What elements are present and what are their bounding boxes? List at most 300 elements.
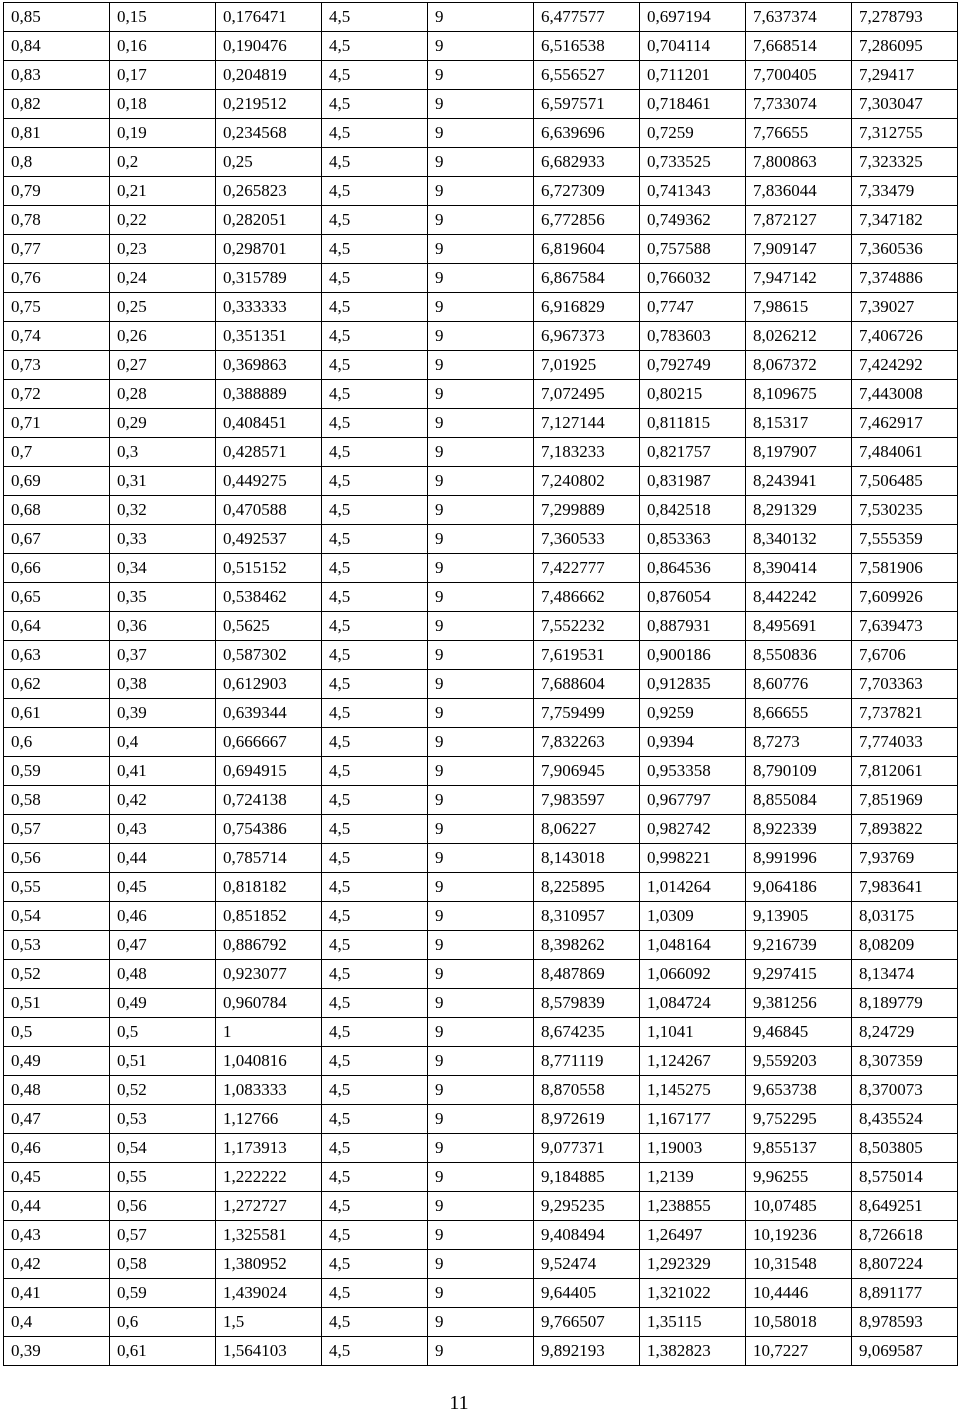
table-cell: 0,757588: [640, 235, 746, 264]
table-cell: 0,54: [4, 902, 110, 931]
table-row: [4, 206, 958, 235]
table-cell: 0,851852: [216, 902, 322, 931]
table-cell: 4,5: [322, 757, 428, 786]
table-cell: 8,398262: [534, 931, 640, 960]
table-cell: 7,360536: [852, 235, 958, 264]
table-cell: 1,167177: [640, 1105, 746, 1134]
table-cell: 0,785714: [216, 844, 322, 873]
table-row: [4, 699, 958, 728]
table-cell: 9: [428, 525, 534, 554]
table-cell: 0,65: [4, 583, 110, 612]
table-cell: 0,43: [110, 815, 216, 844]
table-cell: 7,552232: [534, 612, 640, 641]
table-cell: 8,370073: [852, 1076, 958, 1105]
table-cell: 1,272727: [216, 1192, 322, 1221]
table-cell: 9: [428, 1192, 534, 1221]
table-cell: 10,4446: [746, 1279, 852, 1308]
table-cell: 7,800863: [746, 148, 852, 177]
table-cell: 0,53: [4, 931, 110, 960]
table-cell: 9,069587: [852, 1337, 958, 1366]
table-cell: 8,03175: [852, 902, 958, 931]
table-cell: 9: [428, 583, 534, 612]
table-cell: 0,219512: [216, 90, 322, 119]
table-cell: 6,967373: [534, 322, 640, 351]
table-cell: 7,774033: [852, 728, 958, 757]
table-row: [4, 322, 958, 351]
table-cell: 0,887931: [640, 612, 746, 641]
table-cell: 7,581906: [852, 554, 958, 583]
table-cell: 0,39: [4, 1337, 110, 1366]
table-cell: 9,64405: [534, 1279, 640, 1308]
table-row: [4, 554, 958, 583]
table-cell: 0,31: [110, 467, 216, 496]
table-row: [4, 61, 958, 90]
table-cell: 1,222222: [216, 1163, 322, 1192]
table-cell: 0,864536: [640, 554, 746, 583]
table-cell: 6,639696: [534, 119, 640, 148]
table-cell: 4,5: [322, 119, 428, 148]
table-cell: 4,5: [322, 554, 428, 583]
table-cell: 9: [428, 1221, 534, 1250]
table-cell: 9: [428, 148, 534, 177]
table-cell: 6,682933: [534, 148, 640, 177]
table-cell: 6,772856: [534, 206, 640, 235]
table-body: [4, 3, 958, 1366]
table-cell: 0,666667: [216, 728, 322, 757]
table-cell: 9: [428, 3, 534, 32]
table-cell: 9,766507: [534, 1308, 640, 1337]
table-cell: 0,967797: [640, 786, 746, 815]
table-cell: 0,16: [110, 32, 216, 61]
table-cell: 8,550836: [746, 641, 852, 670]
table-cell: 0,818182: [216, 873, 322, 902]
table-cell: 0,68: [4, 496, 110, 525]
table-cell: 0,351351: [216, 322, 322, 351]
table-cell: 6,556527: [534, 61, 640, 90]
table-cell: 9,653738: [746, 1076, 852, 1105]
table-cell: 7,127144: [534, 409, 640, 438]
table-cell: 0,61: [110, 1337, 216, 1366]
table-row: [4, 1134, 958, 1163]
table-cell: 8,15317: [746, 409, 852, 438]
table-row: [4, 873, 958, 902]
table-cell: 8,06227: [534, 815, 640, 844]
table-cell: 9: [428, 815, 534, 844]
table-cell: 0,315789: [216, 264, 322, 293]
table-cell: 7,832263: [534, 728, 640, 757]
table-cell: 0,85: [4, 3, 110, 32]
table-cell: 0,333333: [216, 293, 322, 322]
table-cell: 9,46845: [746, 1018, 852, 1047]
table-cell: 10,31548: [746, 1250, 852, 1279]
table-cell: 0,733525: [640, 148, 746, 177]
table-cell: 6,516538: [534, 32, 640, 61]
table-cell: 0,81: [4, 119, 110, 148]
table-cell: 7,299889: [534, 496, 640, 525]
table-cell: 0,6: [4, 728, 110, 757]
table-cell: 0,15: [110, 3, 216, 32]
table-cell: 9,064186: [746, 873, 852, 902]
table-cell: 0,953358: [640, 757, 746, 786]
table-cell: 9: [428, 1279, 534, 1308]
table-row: [4, 989, 958, 1018]
table-cell: 9: [428, 90, 534, 119]
table-cell: 1,382823: [640, 1337, 746, 1366]
table-cell: 0,766032: [640, 264, 746, 293]
table-cell: 0,41: [4, 1279, 110, 1308]
table-cell: 8,7273: [746, 728, 852, 757]
table-cell: 0,5: [110, 1018, 216, 1047]
table-cell: 0,998221: [640, 844, 746, 873]
table-cell: 8,442242: [746, 583, 852, 612]
data-table: [3, 2, 958, 1366]
table-cell: 0,821757: [640, 438, 746, 467]
table-cell: 0,61: [4, 699, 110, 728]
table-cell: 4,5: [322, 1192, 428, 1221]
table-row: [4, 409, 958, 438]
table-cell: 8,197907: [746, 438, 852, 467]
table-cell: 10,7227: [746, 1337, 852, 1366]
table-cell: 1,321022: [640, 1279, 746, 1308]
table-cell: 0,46: [110, 902, 216, 931]
table-cell: 8,978593: [852, 1308, 958, 1337]
table-cell: 4,5: [322, 496, 428, 525]
table-cell: 4,5: [322, 235, 428, 264]
table-cell: 0,694915: [216, 757, 322, 786]
table-cell: 1,325581: [216, 1221, 322, 1250]
table-cell: 9: [428, 206, 534, 235]
table-cell: 0,51: [110, 1047, 216, 1076]
table-cell: 0,56: [110, 1192, 216, 1221]
table-cell: 7,072495: [534, 380, 640, 409]
table-cell: 9: [428, 757, 534, 786]
table-cell: 7,278793: [852, 3, 958, 32]
table-row: [4, 3, 958, 32]
table-cell: 9: [428, 1308, 534, 1337]
table-cell: 9: [428, 1105, 534, 1134]
table-cell: 0,67: [4, 525, 110, 554]
table-cell: 1,145275: [640, 1076, 746, 1105]
table-cell: 0,176471: [216, 3, 322, 32]
table-row: [4, 32, 958, 61]
table-cell: 0,83: [4, 61, 110, 90]
table-cell: 9: [428, 989, 534, 1018]
table-cell: 0,9394: [640, 728, 746, 757]
table-cell: 0,26: [110, 322, 216, 351]
table-cell: 7,733074: [746, 90, 852, 119]
table-cell: 0,23: [110, 235, 216, 264]
table-cell: 0,282051: [216, 206, 322, 235]
table-cell: 0,58: [110, 1250, 216, 1279]
table-cell: 9,295235: [534, 1192, 640, 1221]
table-cell: 0,51: [4, 989, 110, 1018]
table-cell: 0,234568: [216, 119, 322, 148]
table-cell: 0,52: [4, 960, 110, 989]
table-cell: 0,24: [110, 264, 216, 293]
table-row: [4, 641, 958, 670]
table-cell: 4,5: [322, 873, 428, 902]
table-cell: 9,52474: [534, 1250, 640, 1279]
table-cell: 9: [428, 467, 534, 496]
table-cell: 9: [428, 641, 534, 670]
table-row: [4, 1337, 958, 1366]
table-cell: 9: [428, 699, 534, 728]
table-cell: 8,08209: [852, 931, 958, 960]
table-cell: 1,014264: [640, 873, 746, 902]
table-cell: 0,190476: [216, 32, 322, 61]
table-cell: 6,819604: [534, 235, 640, 264]
table-cell: 0,697194: [640, 3, 746, 32]
table-cell: 4,5: [322, 177, 428, 206]
table-cell: 9,13905: [746, 902, 852, 931]
table-cell: 4,5: [322, 1134, 428, 1163]
table-cell: 0,55: [110, 1163, 216, 1192]
table-cell: 9: [428, 119, 534, 148]
table-cell: 0,44: [110, 844, 216, 873]
table-row: [4, 235, 958, 264]
table-cell: 7,836044: [746, 177, 852, 206]
table-cell: 0,923077: [216, 960, 322, 989]
table-row: [4, 496, 958, 525]
table-cell: 0,62: [4, 670, 110, 699]
table-cell: 9: [428, 322, 534, 351]
table-cell: 0,42: [4, 1250, 110, 1279]
table-cell: 0,2: [110, 148, 216, 177]
table-cell: 8,674235: [534, 1018, 640, 1047]
table-cell: 8,503805: [852, 1134, 958, 1163]
table-cell: 1,048164: [640, 931, 746, 960]
table-cell: 7,759499: [534, 699, 640, 728]
table-cell: 8,487869: [534, 960, 640, 989]
table-cell: 7,872127: [746, 206, 852, 235]
table-cell: 9,752295: [746, 1105, 852, 1134]
table-cell: 0,792749: [640, 351, 746, 380]
table-cell: 1,35115: [640, 1308, 746, 1337]
table-cell: 4,5: [322, 670, 428, 699]
table-cell: 8,24729: [852, 1018, 958, 1047]
table-cell: 8,143018: [534, 844, 640, 873]
table-cell: 8,13474: [852, 960, 958, 989]
table-cell: 7,484061: [852, 438, 958, 467]
table-cell: 0,4: [110, 728, 216, 757]
table-cell: 0,76: [4, 264, 110, 293]
table-row: [4, 293, 958, 322]
table-cell: 0,21: [110, 177, 216, 206]
table-cell: 6,477577: [534, 3, 640, 32]
table-cell: 0,57: [4, 815, 110, 844]
table-cell: 4,5: [322, 989, 428, 1018]
table-cell: 0,982742: [640, 815, 746, 844]
table-cell: 0,6: [110, 1308, 216, 1337]
table-cell: 0,7747: [640, 293, 746, 322]
table-cell: 0,54: [110, 1134, 216, 1163]
table-cell: 9: [428, 960, 534, 989]
table-cell: 0,52: [110, 1076, 216, 1105]
table-cell: 0,42: [110, 786, 216, 815]
table-cell: 0,71: [4, 409, 110, 438]
table-cell: 7,530235: [852, 496, 958, 525]
table-cell: 0,48: [110, 960, 216, 989]
table-cell: 7,98615: [746, 293, 852, 322]
table-cell: 1,238855: [640, 1192, 746, 1221]
table-cell: 4,5: [322, 583, 428, 612]
table-row: [4, 1047, 958, 1076]
table-cell: 0,55: [4, 873, 110, 902]
table-cell: 0,5: [4, 1018, 110, 1047]
table-cell: 4,5: [322, 1308, 428, 1337]
table-cell: 0,587302: [216, 641, 322, 670]
table-cell: 6,916829: [534, 293, 640, 322]
table-cell: 4,5: [322, 1047, 428, 1076]
table-cell: 0,428571: [216, 438, 322, 467]
table-cell: 10,58018: [746, 1308, 852, 1337]
table-cell: 0,80215: [640, 380, 746, 409]
table-cell: 4,5: [322, 1221, 428, 1250]
table-cell: 0,44: [4, 1192, 110, 1221]
table-cell: 4,5: [322, 61, 428, 90]
table-cell: 0,369863: [216, 351, 322, 380]
table-cell: 0,7259: [640, 119, 746, 148]
table-cell: 9: [428, 1250, 534, 1279]
table-cell: 7,93769: [852, 844, 958, 873]
table-cell: 4,5: [322, 438, 428, 467]
table-cell: 0,41: [110, 757, 216, 786]
table-cell: 9: [428, 1163, 534, 1192]
table-cell: 7,737821: [852, 699, 958, 728]
page-number: 11: [449, 1392, 469, 1414]
table-cell: 7,619531: [534, 641, 640, 670]
table-row: [4, 177, 958, 206]
table-cell: 4,5: [322, 1250, 428, 1279]
table-cell: 0,639344: [216, 699, 322, 728]
table-cell: 8,243941: [746, 467, 852, 496]
table-cell: 8,026212: [746, 322, 852, 351]
table-cell: 0,449275: [216, 467, 322, 496]
table-cell: 9,297415: [746, 960, 852, 989]
table-row: [4, 264, 958, 293]
table-cell: 0,63: [4, 641, 110, 670]
table-row: [4, 1192, 958, 1221]
table-cell: 8,790109: [746, 757, 852, 786]
table-cell: 8,310957: [534, 902, 640, 931]
table-cell: 0,298701: [216, 235, 322, 264]
table-cell: 0,4: [4, 1308, 110, 1337]
table-cell: 1,26497: [640, 1221, 746, 1250]
table-cell: 0,842518: [640, 496, 746, 525]
table-cell: 1,124267: [640, 1047, 746, 1076]
table-row: [4, 728, 958, 757]
table-cell: 0,69: [4, 467, 110, 496]
table-cell: 4,5: [322, 641, 428, 670]
table-cell: 7,286095: [852, 32, 958, 61]
table-cell: 7,555359: [852, 525, 958, 554]
table-cell: 0,25: [216, 148, 322, 177]
table-cell: 1,439024: [216, 1279, 322, 1308]
table-cell: 0,79: [4, 177, 110, 206]
table-cell: 9,892193: [534, 1337, 640, 1366]
table-cell: 0,75: [4, 293, 110, 322]
table-cell: 0,33: [110, 525, 216, 554]
table-cell: 7,29417: [852, 61, 958, 90]
table-cell: 4,5: [322, 1337, 428, 1366]
table-cell: 0,77: [4, 235, 110, 264]
table-cell: 0,45: [4, 1163, 110, 1192]
table-row: [4, 1018, 958, 1047]
table-cell: 0,72: [4, 380, 110, 409]
table-cell: 7,909147: [746, 235, 852, 264]
table-cell: 0,39: [110, 699, 216, 728]
table-cell: 7,983597: [534, 786, 640, 815]
table-row: [4, 467, 958, 496]
table-cell: 0,38: [110, 670, 216, 699]
table-cell: 7,506485: [852, 467, 958, 496]
table-cell: 9: [428, 293, 534, 322]
table-cell: 8,390414: [746, 554, 852, 583]
table-cell: 1,292329: [640, 1250, 746, 1279]
table-cell: 0,811815: [640, 409, 746, 438]
table-cell: 0,57: [110, 1221, 216, 1250]
table-cell: 9: [428, 1076, 534, 1105]
table-cell: 4,5: [322, 380, 428, 409]
table-cell: 7,688604: [534, 670, 640, 699]
table-cell: 0,48: [4, 1076, 110, 1105]
table-row: [4, 844, 958, 873]
table-cell: 8,435524: [852, 1105, 958, 1134]
table-cell: 0,56: [4, 844, 110, 873]
table-cell: 4,5: [322, 815, 428, 844]
table-cell: 7,462917: [852, 409, 958, 438]
table-cell: 4,5: [322, 931, 428, 960]
table-cell: 9,96255: [746, 1163, 852, 1192]
table-cell: 0,8: [4, 148, 110, 177]
table-cell: 9: [428, 873, 534, 902]
table-cell: 0,58: [4, 786, 110, 815]
table-row: [4, 1308, 958, 1337]
table-cell: 9: [428, 61, 534, 90]
table-cell: 8,575014: [852, 1163, 958, 1192]
table-cell: 1,040816: [216, 1047, 322, 1076]
table-cell: 0,17: [110, 61, 216, 90]
table-cell: 9: [428, 612, 534, 641]
table-cell: 0,876054: [640, 583, 746, 612]
table-cell: 7,360533: [534, 525, 640, 554]
table-cell: 0,265823: [216, 177, 322, 206]
table-cell: 8,307359: [852, 1047, 958, 1076]
table-row: [4, 960, 958, 989]
table-cell: 9,381256: [746, 989, 852, 1018]
table-cell: 8,771119: [534, 1047, 640, 1076]
table-cell: 9: [428, 1134, 534, 1163]
table-cell: 0,66: [4, 554, 110, 583]
table-cell: 0,5625: [216, 612, 322, 641]
table-cell: 9: [428, 554, 534, 583]
table-cell: 4,5: [322, 1076, 428, 1105]
table-row: [4, 815, 958, 844]
table-cell: 0,82: [4, 90, 110, 119]
table-cell: 0,43: [4, 1221, 110, 1250]
table-cell: 7,486662: [534, 583, 640, 612]
table-cell: 7,33479: [852, 177, 958, 206]
table-row: [4, 1250, 958, 1279]
table-cell: 4,5: [322, 293, 428, 322]
table-cell: 0,36: [110, 612, 216, 641]
table-cell: 0,18: [110, 90, 216, 119]
table-cell: 0,73: [4, 351, 110, 380]
table-cell: 9: [428, 1018, 534, 1047]
table-cell: 0,22: [110, 206, 216, 235]
table-row: [4, 119, 958, 148]
table-cell: 8,891177: [852, 1279, 958, 1308]
